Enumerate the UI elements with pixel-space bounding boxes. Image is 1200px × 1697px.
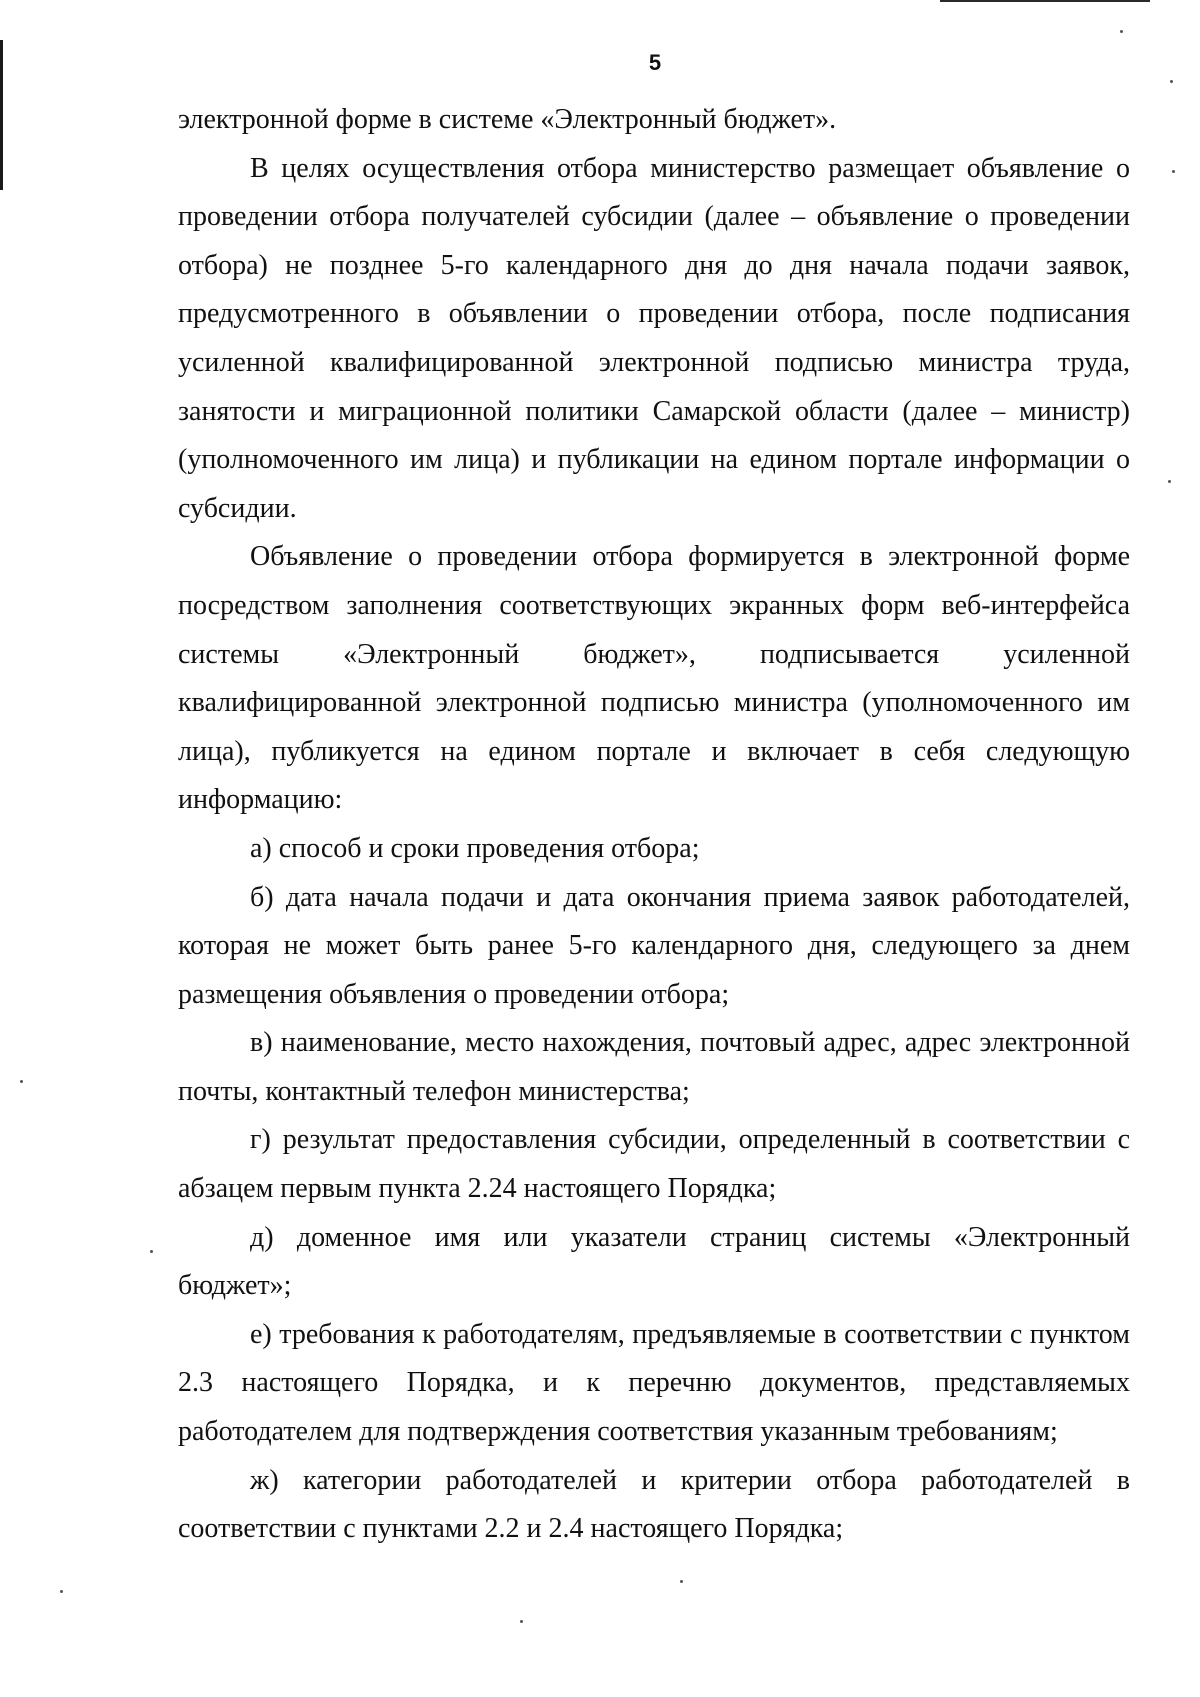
page-number: 5 xyxy=(648,50,662,75)
list-item-v: в) наименование, место нахождения, почтовый адрес, адрес электронной почты, контактный телефон министерства; xyxy=(178,1027,1130,1107)
list-item-zh: ж) категории работодателей и критерии отбора работодателей в соответствии с пунктами 2.2 и 2.4 настоящего Порядка; xyxy=(178,1464,1130,1545)
scan-speck xyxy=(1120,30,1123,33)
document-body xyxy=(178,96,1130,1554)
scan-top-rule xyxy=(940,0,1150,2)
paragraph-continuation: электронной форме в системе «Электронный бюджет». xyxy=(178,104,837,135)
list-item-a: а) способ и сроки проведения отбора; xyxy=(250,832,700,864)
scan-speck xyxy=(520,1620,523,1623)
scan-speck xyxy=(60,1590,63,1593)
list-item-d: д) доменное имя или указатели страниц системы «Электронный бюджет»; xyxy=(178,1221,1130,1302)
list-item-g: г) результат предоставления субсидии, определенный в соответствии с абзацем первым пункта 2.24 настоящего Порядка; xyxy=(178,1124,1130,1205)
paragraph-selection-announcement: В целях осуществления отбора министерство размещает объявление о проведении отбора получателей субсидии (далее – объявление о проведении отбора) не позднее 5-го календарного дня до дня начала подачи заявок, предусмотренного в объявлении о проведении отбора, после подписания усиленной квалифицированной электронной подписью министра труда, занятости и миграционной политики Самарской области (далее – министр) (уполномоченного им лица) и публикации на едином портале информации о субсидии. xyxy=(178,152,1130,524)
scan-speck xyxy=(1168,480,1171,483)
scan-speck xyxy=(1170,80,1173,83)
scan-speck xyxy=(680,1580,683,1583)
scan-speck xyxy=(150,1250,153,1253)
scan-speck xyxy=(20,1080,23,1083)
scan-speck xyxy=(1172,170,1175,173)
list-item-b: б) дата начала подачи и дата окончания приема заявок работодателей, которая не может быть ранее 5-го календарного дня, следующего за днем размещения объявления о проведении отбора; xyxy=(178,881,1130,1010)
list-item-e: е) требования к работодателям, предъявляемые в соответствии с пунктом 2.3 настоящего Порядка, и к перечню документов, представляемых работодателем для подтверждения соответствия указанным требованиям; xyxy=(178,1318,1130,1448)
paragraph-announcement-contents: Объявление о проведении отбора формируется в электронной форме посредством заполнения соответствующих экранных форм веб-интерфейса системы «Электронный бюджет», подписывается усиленной квалифицированной электронной подписью министра (уполномоченного им лица), публикуется на едином портале и включает в себя следующую информацию: xyxy=(178,541,1130,816)
